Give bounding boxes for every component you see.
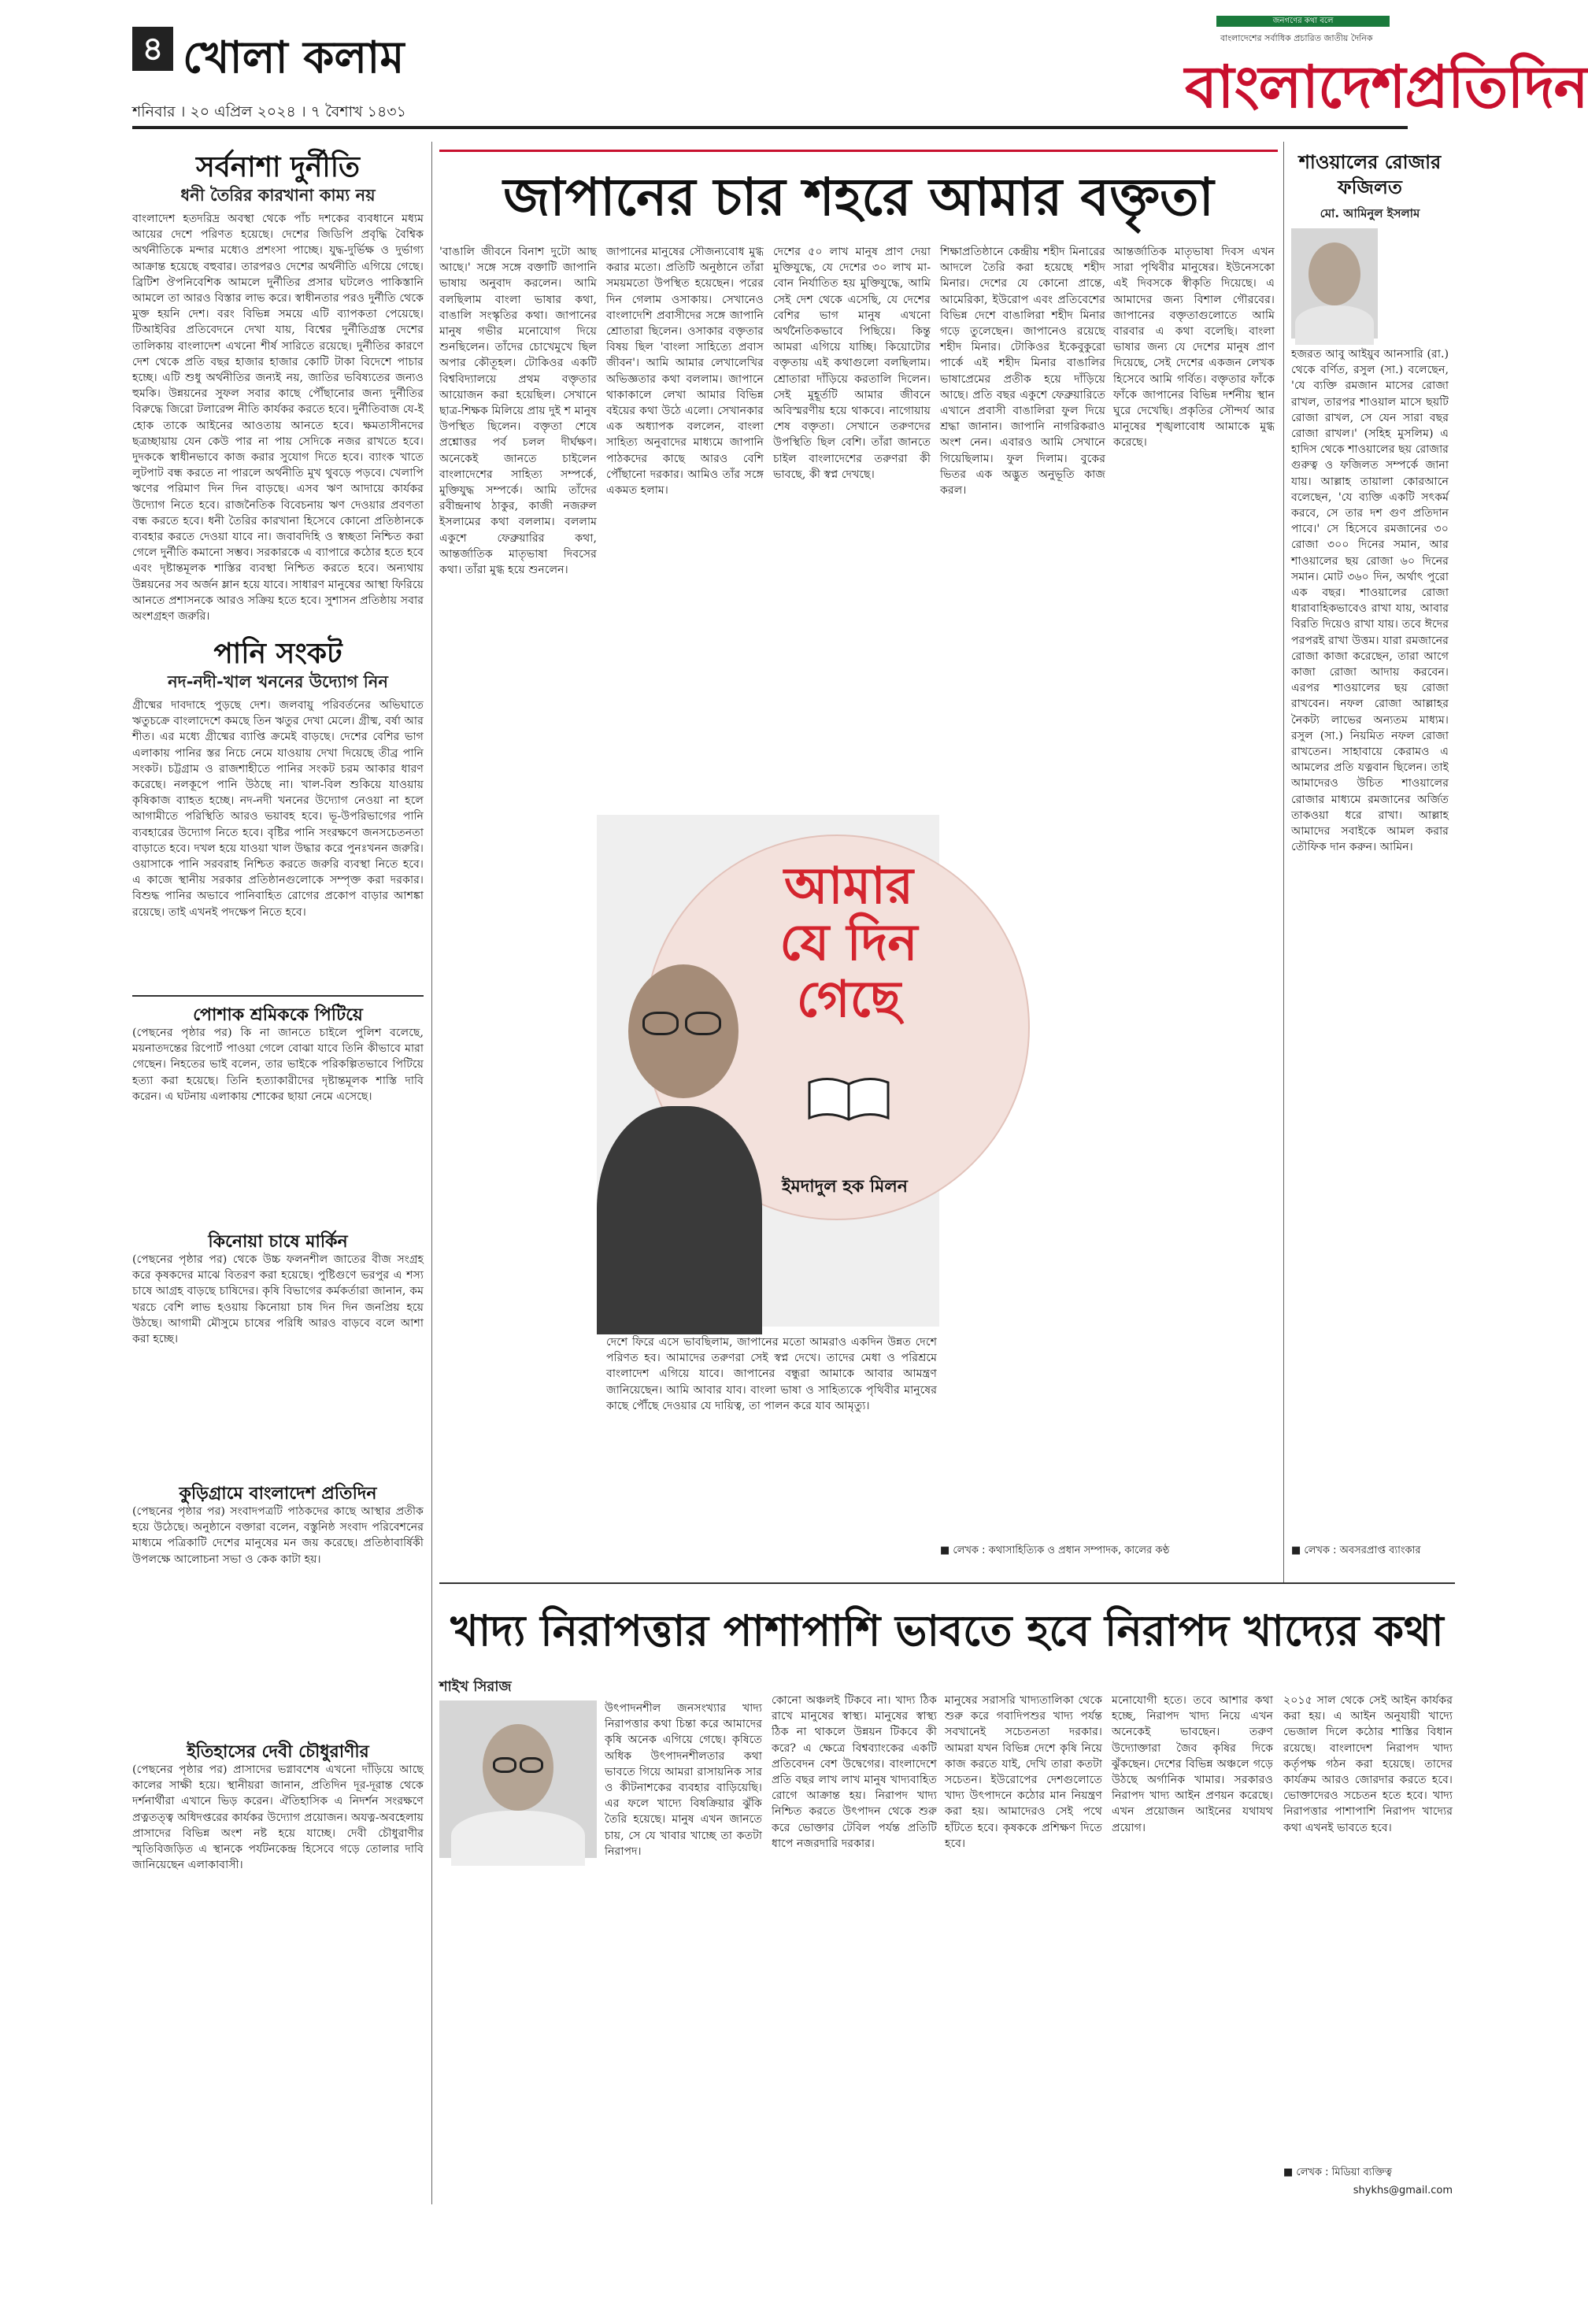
feature2-col4: মনোযোগী হতে। তবে আশার কথা হচ্ছে, নিরাপদ খাদ্য নিয়ে এখন অনেকেই ভাবছেন। তরুণ উদ্যোক্তারা জৈব কৃষির দিকে ঝুঁকছেন। দেশের বিভিন্ন অঞ্চলে গড়ে উঠছে অর্গানিক খামার। সরকারও নিরাপদ খাদ্য আইন প্রণয়ন করেছে। এখন প্রয়োজন আইনের যথাযথ প্রয়োগ। bbox=[1112, 1694, 1273, 1834]
news2-title[interactable]: কিনোয়া চাষে মার্কিন bbox=[208, 1231, 348, 1252]
editorial1-subtitle: ধনী তৈরির কারখানা কাম্য নয় bbox=[180, 186, 376, 205]
feature2-col1: উৎপাদনশীল জনসংখ্যার খাদ্য নিরাপত্তার কথা চিন্তা করে আমাদের কৃষি অনেক এগিয়ে গেছে। কৃষিতে অধিক উৎপাদনশীলতার কথা ভাবতে গিয়ে আমরা রাসায়নিক সার ও কীটনাশকের ব্যবহার বাড়িয়েছি। এর ফলে খাদ্যে বিষক্রিয়ার ঝুঁকি তৈরি হয়েছে। মানুষ এখন জানতে চায়, সে যে খাবার খাচ্ছে তা কতটা নিরাপদ। bbox=[605, 1702, 762, 1858]
editorial2-title: পানি সংকট bbox=[213, 637, 342, 670]
column-rule bbox=[1283, 142, 1284, 1582]
news3-title[interactable]: কুড়িগ্রামে বাংলাদেশ প্রতিদিন bbox=[179, 1483, 377, 1504]
masthead bbox=[0, 0, 1588, 138]
religion-signature: ■ লেখক : অবসরপ্রাপ্ত ব্যাংকার bbox=[1291, 1545, 1421, 1556]
portrait-head bbox=[1309, 242, 1360, 305]
feature1-col4: শিক্ষাপ্রতিষ্ঠানে কেন্দ্রীয় শহীদ মিনারের আদলে তৈরি করা হয়েছে শহীদ মিনার। দেশের যে কোনো প্রান্তে, আমেরিকা, ইউরোপ এবং প্রতিবেশের বিভিন্ন দেশে বাঙালিরা শহীদ মিনার গড়ে তুলেছেন। জাপানেও রয়েছে শহীদ মিনার। টোকিওর ইকেবুকুরো পার্কে এই শহীদ মিনার বাঙালির ভাষাপ্রেমের প্রতীক হয়ে দাঁড়িয়ে আছে। প্রতি বছর একুশে ফেব্রুয়ারিতে এখানে প্রবাসী বাঙালিরা ফুল দিয়ে শ্রদ্ধা জানান। জাপানি নাগরিকরাও অংশ নেন। এবারও আমি সেখানে গিয়েছিলাম। ফুল দিলাম। বুকের ভিতর এক অদ্ভুত অনুভূতি কাজ করল। bbox=[940, 246, 1105, 498]
editorial2-subtitle: নদ-নদী-খাল খননের উদ্যোগ নিন bbox=[168, 672, 388, 691]
feature2-signature: ■ লেখক : মিডিয়া ব্যক্তিত্ব bbox=[1283, 2167, 1393, 2178]
religion-author-photo bbox=[1291, 228, 1378, 339]
news1-body: (পেছনের পৃষ্ঠার পর) কি না জানতে চাইলে পুলিশ বলেছে, ময়নাতদন্তের রিপোর্ট পাওয়া গেলে বোঝা যাবে তিনি কীভাবে মারা গেছেন। নিহতের ভাই বলেন, তার ভাইকে পরিকল্পিতভাবে পিটিয়ে হত্যা করা হয়েছে। তিনি হত্যাকারীদের দৃষ্টান্তমূলক শাস্তি দাবি করেন। এ ঘটনায় এলাকায় শোকের ছায়া নেমে এসেছে। bbox=[132, 1027, 424, 1103]
news1-title[interactable]: পোশাক শ্রমিককে পিটিয়ে bbox=[193, 1005, 363, 1025]
feature1-signature: ■ লেখক : কথাসাহিত্যিক ও প্রধান সম্পাদক, কালের কণ্ঠ bbox=[940, 1545, 1170, 1556]
feature1-col6: দেশে ফিরে এসে ভাবছিলাম, জাপানের মতো আমরাও একদিন উন্নত দেশে পরিণত হব। আমাদের তরুণরা সেই স্বপ্ন দেখে। তাদের মেধা ও পরিশ্রমে বাংলাদেশ এগিয়ে যাবে। জাপানের বন্ধুরা আমাকে আবার আমন্ত্রণ জানিয়েছেন। আমি আবার যাব। বাংলা ভাষা ও সাহিত্যকে পৃথিবীর মানুষের কাছে পৌঁছে দেওয়ার যে দায়িত্ব, তা পালন করে যাব আমৃত্যু। bbox=[606, 1336, 937, 1412]
editorial1-title: সর্বনাশা দুর্নীতি bbox=[195, 150, 361, 183]
page-number: ৪ bbox=[132, 27, 173, 71]
feature2-headline[interactable]: খাদ্য নিরাপত্তার পাশাপাশি ভাবতে হবে নিরাপদ খাদ্যের কথা bbox=[450, 1605, 1444, 1656]
section-title: খোলা কলাম bbox=[183, 31, 405, 83]
feature2-author: শাইখ সিরাজ bbox=[439, 1678, 512, 1695]
feature1-col1: 'বাঙালি জীবনে বিনাশ দুটো আছ আছে।' সঙ্গে সঙ্গে বক্তাটি জাপানি ভাষায় অনুবাদ করলেন। আমি বলছিলাম বাংলা ভাষার কথা, বাঙালি সংস্কৃতির কথা। জাপানের মানুষ গভীর মনোযোগ দিয়ে শুনছিলেন। তাঁদের চোখেমুখে ছিল অপার কৌতূহল। টোকিওর একটি বিশ্ববিদ্যালয়ে প্রথম বক্তৃতার আয়োজন করা হয়েছিল। সেখানে ছাত্র-শিক্ষক মিলিয়ে প্রায় দুই শ মানুষ উপস্থিত ছিলেন। বক্তৃতা শেষে প্রশ্নোত্তর পর্ব চলল দীর্ঘক্ষণ। অনেকেই জানতে চাইলেন বাংলাদেশের সাহিত্য সম্পর্কে, মুক্তিযুদ্ধ সম্পর্কে। আমি তাঁদের রবীন্দ্রনাথ ঠাকুর, কাজী নজরুল ইসলামের কথা বললাম। বললাম একুশে ফেব্রুয়ারির কথা, আন্তর্জাতিক মাতৃভাষা দিবসের কথা। তাঁরা মুগ্ধ হয়ে শুনলেন। bbox=[439, 246, 597, 577]
portrait-body bbox=[597, 1106, 762, 1334]
column-rule bbox=[431, 142, 432, 2204]
feature1-illustration bbox=[597, 815, 939, 1327]
feature1-col3: দেশের ৫০ লাখ মানুষ প্রাণ দেয়া মুক্তিযুদ্ধে, যে দেশের ৩০ লাখ মা-বোন নির্যাতিত হয় মুক্তিযুদ্ধে, আমি সেই দেশ থেকে এসেছি, যে দেশের বেশির ভাগ মানুষ এখনো অর্থনৈতিকভাবে পিছিয়ে। কিন্তু আমরা এগিয়ে যাচ্ছি। কিয়োটোর বক্তৃতায় এই কথাগুলো বলছিলাম। শ্রোতারা দাঁড়িয়ে করতালি দিলেন। সেই মুহূর্তটি আমার জীবনে অবিস্মরণীয় হয়ে থাকবে। নাগোয়ায় শেষ বক্তৃতা। সেখানে তরুণদের উপস্থিতি ছিল বেশি। তাঁরা জানতে চাইল বাংলাদেশের তরুণরা কী ভাবছে, কী স্বপ্ন দেখছে। bbox=[773, 246, 931, 481]
feature1-headline[interactable]: জাপানের চার শহরে আমার বক্তৃতা bbox=[503, 166, 1214, 228]
news4-title[interactable]: ইতিহাসের দেবী চৌধুরাণীর bbox=[187, 1741, 369, 1762]
feature2-author-photo bbox=[439, 1700, 597, 1858]
divider bbox=[132, 995, 424, 997]
portrait-glasses-left bbox=[493, 1757, 516, 1773]
feature2-email[interactable]: shykhs@gmail.com bbox=[1353, 2185, 1453, 2196]
feature1-author: ইমদাদুল হক মিলন bbox=[782, 1176, 908, 1197]
editorial2-body: গ্রীষ্মের দাবদাহে পুড়ছে দেশ। জলবায়ু পরিবর্তনের অভিঘাতে ঋতুচক্রে বাংলাদেশে কমছে তিন ঋতুর দেখা মেলে। গ্রীষ্ম, বর্ষা আর শীত। এর মধ্যে গ্রীষ্মের ব্যাপ্তি ক্রমেই বাড়ছে। দেশের বেশির ভাগ এলাকায় পানির স্তর নিচে নেমে যাওয়ায় দেখা দিয়েছে তীব্র পানি সংকট। চট্টগ্রাম ও রাজশাহীতে পানির সংকট চরম আকার ধারণ করেছে। নলকূপে পানি উঠছে না। খাল-বিল শুকিয়ে যাওয়ায় কৃষিকাজ ব্যাহত হচ্ছে। নদ-নদী খননের উদ্যোগ নেওয়া না হলে আগামীতে পরিস্থিতি আরও ভয়াবহ হবে। ভূ-উপরিভাগের পানি ব্যবহারের উদ্যোগ নিতে হবে। বৃষ্টির পানি সংরক্ষণে জনসচেতনতা বাড়াতে হবে। দখল হয়ে যাওয়া খাল উদ্ধার করে পুনঃখনন জরুরি। ওয়াসাকে পানি সরবরাহ নিশ্চিত করতে জরুরি ব্যবস্থা নিতে হবে। এ কাজে স্থানীয় সরকার প্রতিষ্ঠানগুলোকে সম্পৃক্ত করা দরকার। বিশুদ্ধ পানির অভাবে পানিবাহিত রোগের প্রকোপ বাড়ার আশঙ্কা রয়েছে। তাই এখনই পদক্ষেপ নিতে হবে। bbox=[132, 699, 424, 919]
tagline-right: বাংলাদেশের সর্বাধিক প্রচারিত জাতীয় দৈনিক bbox=[1220, 33, 1373, 43]
author-portrait bbox=[597, 894, 762, 1327]
editorial1-body: বাংলাদেশ হতদরিদ্র অবস্থা থেকে পাঁচ দশকের ব্যবধানে মধ্যম আয়ের দেশে পরিণত হয়েছে। দেশের জিডিপি প্রবৃদ্ধি বৈশ্বিক অর্থনীতিকে মন্দার মধ্যেও প্রশংসা পাচ্ছে। যুদ্ধ-দুর্ভিক্ষ ও দুর্ভাগ্য আক্রান্ত হয়েছে বহুবার। তারপরও দেশের অর্থনীতি এগিয়ে গেছে। ব্রিটিশ ঔপনিবেশিক আমলে দুর্নীতির প্রসার ঘটলেও পাকিস্তানি আমলে তা আরও বিস্তার লাভ করে। স্বাধীনতার পরও দুর্নীতি থেকে মুক্ত হয়নি দেশ। বরং বিভিন্ন সময়ে এটি ব্যাপকতা পেয়েছে। টিআইবির প্রতিবেদনে দেখা যায়, বিশ্বের দুর্নীতিগ্রস্ত দেশের তালিকায় বাংলাদেশ এখনো শীর্ষ সারিতে রয়েছে। দুর্নীতির কারণে দেশ থেকে প্রতি বছর হাজার হাজার কোটি টাকা বিদেশে পাচার হচ্ছে। এটি শুধু অর্থনীতির জন্যই নয়, জাতির ভবিষ্যতের জন্যও হুমকি। উন্নয়নের সুফল সবার কাছে পৌঁছানোর জন্য দুর্নীতির বিরুদ্ধে জিরো টলারেন্স নীতি কার্যকর করতে হবে। দুর্নীতিবাজ যে-ই হোক তাকে আইনের আওতায় আনতে হবে। ক্ষমতাসীনদের ছত্রচ্ছায়ায় যেন কেউ পার না পায় সেদিকে নজর রাখতে হবে। দুদককে স্বাধীনভাবে কাজ করার সুযোগ দিতে হবে। ব্যাংক খাতে লুটপাট বন্ধ করতে না পারলে অর্থনীতি মুখ থুবড়ে পড়বে। খেলাপি ঋণের পরিমাণ দিন দিন বাড়ছে। এসব ঋণ আদায়ে কার্যকর উদ্যোগ নিতে হবে। রাজনৈতিক বিবেচনায় ঋণ দেওয়ার প্রবণতা বন্ধ করতে হবে। ধনী তৈরির কারখানা হিসেবে কোনো প্রতিষ্ঠানকে ব্যবহার করতে দেওয়া যাবে না। জবাবদিহি ও স্বচ্ছতা নিশ্চিত করা গেলে দুর্নীতি কমানো সম্ভব। সরকারকে এ ব্যাপারে কঠোর হতে হবে এবং দৃষ্টান্তমূলক শাস্তির ব্যবস্থা নিশ্চিত করতে হবে। অন্যথায় উন্নয়নের সব অর্জন ম্লান হয়ে যাবে। সাধারণ মানুষের আস্থা ফিরিয়ে আনতে প্রশাসনকে আরও সক্রিয় হতে হবে। সুশাসন প্রতিষ্ঠায় সবার অংশগ্রহণ জরুরি। bbox=[132, 213, 424, 624]
religion-body: হজরত আবু আইয়ুব আনসারি (রা.) থেকে বর্ণিত, রসুল (সা.) বলেছেন, 'যে ব্যক্তি রমজান মাসের রোজা রাখল, তারপর শাওয়াল মাসে ছয়টি রোজা রাখল, সে যেন সারা বছর রোজা রাখল।' (সহিহ মুসলিম) এ হাদিস থেকে শাওয়ালের ছয় রোজার গুরুত্ব ও ফজিলত সম্পর্কে জানা যায়। আল্লাহ তায়ালা কোরআনে বলেছেন, 'যে ব্যক্তি একটি সৎকর্ম করবে, সে তার দশ গুণ প্রতিদান পাবে।' সে হিসেবে রমজানের ৩০ রোজা ৩০০ দিনের সমান, আর শাওয়ালের ছয় রোজা ৬০ দিনের সমান। মোট ৩৬০ দিন, অর্থাৎ পুরো এক বছর। শাওয়ালের রোজা ধারাবাহিকভাবেও রাখা যায়, আবার বিরতি দিয়েও রাখা যায়। তবে ঈদের পরপরই রাখা উত্তম। যারা রমজানের রোজা কাজা করেছেন, তারা আগে কাজা রোজা আদায় করবেন। এরপর শাওয়ালের ছয় রোজা রাখবেন। নফল রোজা আল্লাহর নৈকট্য লাভের অন্যতম মাধ্যম। রসুল (সা.) নিয়মিত নফল রোজা রাখতেন। সাহাবায়ে কেরামও এ আমলের প্রতি যত্নবান ছিলেন। তাই আমাদেরও উচিত শাওয়ালের রোজার মাধ্যমে রমজানের অর্জিত তাকওয়া ধরে রাখা। আল্লাহ আমাদের সবাইকে আমল করার তৌফিক দান করুন। আমিন। bbox=[1291, 348, 1449, 854]
portrait-body bbox=[1295, 305, 1374, 345]
religion-author: মো. আমিনুল ইসলাম bbox=[1320, 206, 1420, 220]
feature1-col2: জাপানের মানুষের সৌজন্যবোধ মুগ্ধ করার মতো। প্রতিটি অনুষ্ঠানে তাঁরা সময়মতো উপস্থিত হয়েছেন। পরের দিন গেলাম ওসাকায়। সেখানেও বাংলাদেশি প্রবাসীদের সঙ্গে জাপানি শ্রোতারা ছিলেন। ওসাকার বক্তৃতার বিষয় ছিল 'বাংলা সাহিত্যে প্রবাস জীবন'। আমি আমার লেখালেখির অভিজ্ঞতার কথা বললাম। জাপানে থাকাকালে লেখা আমার বিভিন্ন বইয়ের কথা উঠে এলো। সেখানকার এক অধ্যাপক বললেন, বাংলা সাহিত্য অনুবাদের মাধ্যমে জাপানি পাঠকদের কাছে আরও বেশি পৌঁছানো দরকার। আমিও তাঁর সঙ্গে একমত হলাম। bbox=[606, 246, 764, 498]
feature2-col2: কোনো অঞ্চলই টিকবে না। খাদ্য ঠিক রাখে মানুষের স্বাস্থ্য। মানুষের স্বাস্থ্য ঠিক না থাকলে উন্নয়ন টিকবে কী করে? এ ক্ষেত্রে বিশ্বব্যাংকের একটি প্রতিবেদন বেশ উদ্বেগের। বাংলাদেশে প্রতি বছর লাখ লাখ মানুষ খাদ্যবাহিত রোগে আক্রান্ত হয়। নিরাপদ খাদ্য নিশ্চিত করতে উৎপাদন থেকে শুরু করে ভোক্তার টেবিল পর্যন্ত প্রতিটি ধাপে নজরদারি দরকার। bbox=[772, 1694, 937, 1850]
portrait-glasses-right bbox=[520, 1757, 543, 1773]
news3-body: (পেছনের পৃষ্ঠার পর) সংবাদপত্রটি পাঠকদের কাছে আস্থার প্রতীক হয়ে উঠেছে। অনুষ্ঠানে বক্তারা বলেন, বস্তুনিষ্ঠ সংবাদ পরিবেশনের মাধ্যমে পত্রিকাটি দেশের মানুষের মন জয় করেছে। প্রতিষ্ঠাবার্ষিকী উপলক্ষে আলোচনা সভা ও কেক কাটা হয়। bbox=[132, 1505, 424, 1566]
portrait-glasses-left bbox=[642, 1012, 679, 1035]
portrait-body bbox=[451, 1811, 585, 1866]
religion-title[interactable]: শাওয়ালের রোজার ফজিলত bbox=[1298, 150, 1442, 198]
open-book-icon bbox=[805, 1075, 892, 1122]
masthead-rule bbox=[132, 126, 1408, 129]
feature2-col3: মানুষের সরাসরি খাদ্যতালিকা থেকে শুরু করে গবাদিপশুর খাদ্য পর্যন্ত সবখানেই সচেতনতা দরকার। আমরা যখন বিভিন্ন দেশে কৃষি নিয়ে কাজ করতে যাই, দেখি তারা কতটা সচেতন। ইউরোপের দেশগুলোতে খাদ্য উৎপাদনে কঠোর মান নিয়ন্ত্রণ করা হয়। আমাদেরও সেই পথে হাঁটতে হবে। কৃষককে প্রশিক্ষণ দিতে হবে। bbox=[945, 1694, 1102, 1850]
news2-body: (পেছনের পৃষ্ঠার পর) থেকে উচ্চ ফলনশীল জাতের বীজ সংগ্রহ করে কৃষকদের মাঝে বিতরণ করা হয়েছে। পুষ্টিগুণে ভরপুর এ শস্য চাষে আগ্রহ বাড়ছে চাষিদের। কৃষি বিভাগের কর্মকর্তারা জানান, কম খরচে বেশি লাভ হওয়ায় কিনোয়া চাষ দিন দিন জনপ্রিয় হয়ে উঠছে। আগামী মৌসুমে চাষের পরিধি আরও বাড়বে বলে আশা করা হচ্ছে। bbox=[132, 1253, 424, 1346]
news4-body: (পেছনের পৃষ্ঠার পর) প্রাসাদের ভগ্নাবশেষ এখনো দাঁড়িয়ে আছে কালের সাক্ষী হয়ে। স্থানীয়রা জানান, প্রতিদিন দূর-দূরান্ত থেকে দর্শনার্থীরা এখানে ভিড় করেন। ঐতিহাসিক এ নিদর্শন সংরক্ষণে প্রত্নতত্ত্ব অধিদপ্তরের কার্যকর উদ্যোগ প্রয়োজন। অযত্ন-অবহেলায় প্রাসাদের বিভিন্ন অংশ নষ্ট হয়ে যাচ্ছে। দেবী চৌধুরাণীর স্মৃতিবিজড়িত এ স্থানকে পর্যটনকেন্দ্র হিসেবে গড়ে তোলার দাবি জানিয়েছেন এলাকাবাসী। bbox=[132, 1763, 424, 1872]
feature1-col5: আন্তর্জাতিক মাতৃভাষা দিবস এখন সারা পৃথিবীর মানুষের। ইউনেসকো এই দিবসকে স্বীকৃতি দিয়েছে। এ আমাদের জন্য বিশাল গৌরবের। জাপানের বক্তৃতাগুলোতে আমি বারবার এ কথা বলেছি। বাংলা ভাষার জন্য যে দেশের মানুষ প্রাণ দিয়েছে, সেই দেশের একজন লেখক হিসেবে আমি গর্বিত। বক্তৃতার ফাঁকে ফাঁকে জাপানের বিভিন্ন দর্শনীয় স্থান ঘুরে দেখেছি। প্রকৃতির সৌন্দর্য আর মানুষের শৃঙ্খলাবোধ আমাকে মুগ্ধ করেছে। bbox=[1113, 246, 1275, 450]
logo-part-2: প্রতিদিন bbox=[1405, 54, 1588, 121]
tagline: জনগণের কথা বলে bbox=[1216, 16, 1390, 27]
logo-part-1: বাংলাদেশ bbox=[1185, 54, 1405, 121]
feature1-art-title: আমার যে দিন গেছে bbox=[779, 857, 918, 1029]
feature1-top-rule bbox=[439, 150, 1278, 152]
date-line: শনিবার । ২০ এপ্রিল ২০২৪ । ৭ বৈশাখ ১৪৩১ bbox=[132, 103, 406, 120]
portrait-glasses-right bbox=[685, 1012, 721, 1035]
feature2-top-rule bbox=[439, 1582, 1455, 1584]
feature2-col5: ২০১৫ সাল থেকে সেই আইন কার্যকর করা হয়। এ আইন অনুযায়ী খাদ্যে ভেজাল দিলে কঠোর শাস্তির বিধান রয়েছে। বাংলাদেশ নিরাপদ খাদ্য কর্তৃপক্ষ গঠন করা হয়েছে। তাদের কার্যক্রম আরও জোরদার করতে হবে। ভোক্তাদেরও সচেতন হতে হবে। খাদ্য নিরাপত্তার পাশাপাশি নিরাপদ খাদ্যের কথা এখনই ভাবতে হবে। bbox=[1283, 1694, 1453, 1834]
